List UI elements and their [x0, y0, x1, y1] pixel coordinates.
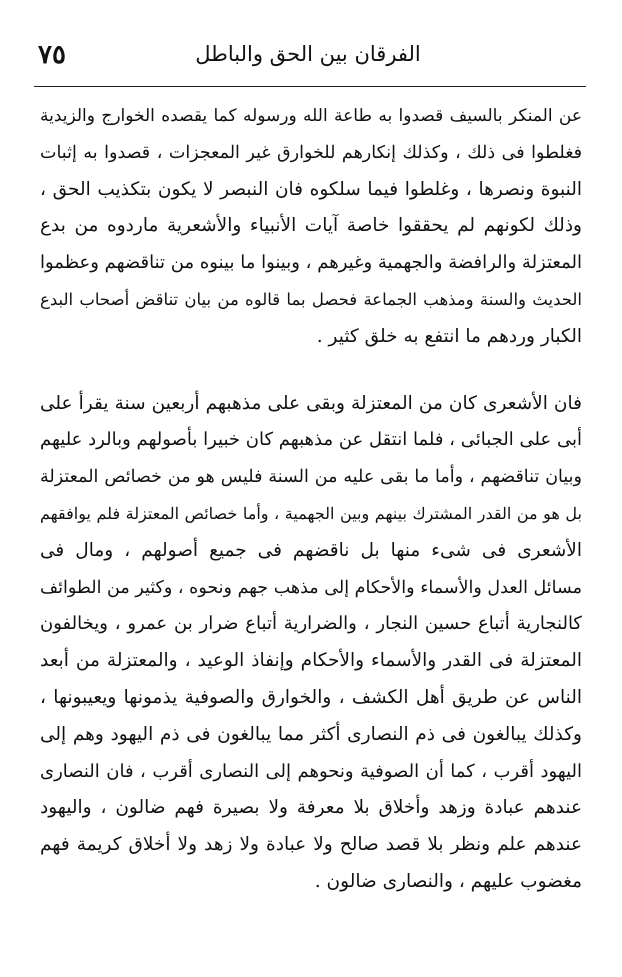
page-body [40, 98, 582, 901]
text-line: مغضوب عليهم ، والنصارى ضالون . [314, 870, 582, 892]
paragraph-spacer [40, 356, 582, 386]
text-line: وكذلك يبالغون فى ذم النصارى أكثر مما يبالغون فى ذم اليهود وهم إلى [40, 723, 582, 745]
running-title: الفرقان بين الحق والباطل [195, 42, 421, 66]
text-line: مسائل العدل والأسماء والأحكام إلى مذهب جهم ونحوه ، وكثير من الطوائف [40, 577, 582, 598]
text-line: النبوة ونصرها ، وغلطوا فيما سلكوه فان النبصر لا يكون بتكذيب الحق ، [40, 178, 582, 200]
text-line: كالنجارية أتباع حسين النجار ، والضرارية أتباع ضرار بن عمرو ، ويخالفون [40, 613, 582, 635]
text-line: الحديث والسنة ومذهب الجماعة فحصل بما قالوه من بيان تناقض أصحاب البدع [40, 289, 582, 309]
paragraph-2 [40, 386, 582, 901]
header-rule [34, 86, 586, 87]
page-number: ٧٥ [38, 40, 66, 70]
page-header [38, 38, 578, 78]
text-line: وبيان تناقضهم ، وأما ما بقى عليه من السنة فليس هو من خصائص المعتزلة [40, 467, 582, 488]
text-line: الكبار وردهم ما انتفع به خلق كثير . [316, 325, 582, 347]
text-line: عن المنكر بالسيف قصدوا به طاعة الله ورسوله كما يقصده الخوارج والزيدية [40, 106, 582, 126]
text-line: بل هو من القدر المشترك بينهم وبين الجهمية ، وأما خصائص المعتزلة فلم يوافقهم [40, 503, 582, 523]
text-line: الناس عن طريق أهل الكشف ، والخوارق والصوفية يذمونها ويعيبونها ، [40, 686, 582, 708]
text-line: وذلك لكونهم لم يحققوا خاصة آيات الأنبياء والأشعرية ماردوه من بدع [40, 215, 582, 237]
text-line: عندهم علم ونظر بلا قصد صالح ولا عبادة ولا زهد ولا أخلاق كريمة فهم [40, 834, 582, 856]
text-line: فغلطوا فى ذلك ، وكذلك إنكارهم للخوارق غير المعجزات ، قصدوا به إثبات [40, 142, 582, 163]
text-line: الأشعرى فى شىء منها بل ناقضهم فى جميع أصولهم ، ومال فى [40, 539, 582, 561]
text-line: المعتزلة فى القدر والأسماء والأحكام وإنفاذ الوعيد ، والمعتزلة من أبعد [40, 650, 582, 672]
text-line: أبى على الجبائى ، فلما انتقل عن مذهبهم كان خبيرا بأصولهم وبالرد عليهم [40, 429, 582, 451]
text-line: اليهود أقرب ، كما أن الصوفية ونحوهم إلى النصارى أقرب ، فان النصارى [40, 760, 582, 782]
text-line: فان الأشعرى كان من المعتزلة وبقى على مذهبهم أربعين سنة يقرأ على [40, 392, 582, 414]
paragraph-1 [40, 98, 582, 356]
text-line: عندهم عبادة وزهد وأخلاق بلا معرفة ولا بصيرة فهم ضالون ، واليهود [40, 797, 582, 819]
text-line: المعتزلة والرافضة والجهمية وغيرهم ، وبينوا ما بينوه من تناقضهم وعظموا [40, 252, 582, 274]
